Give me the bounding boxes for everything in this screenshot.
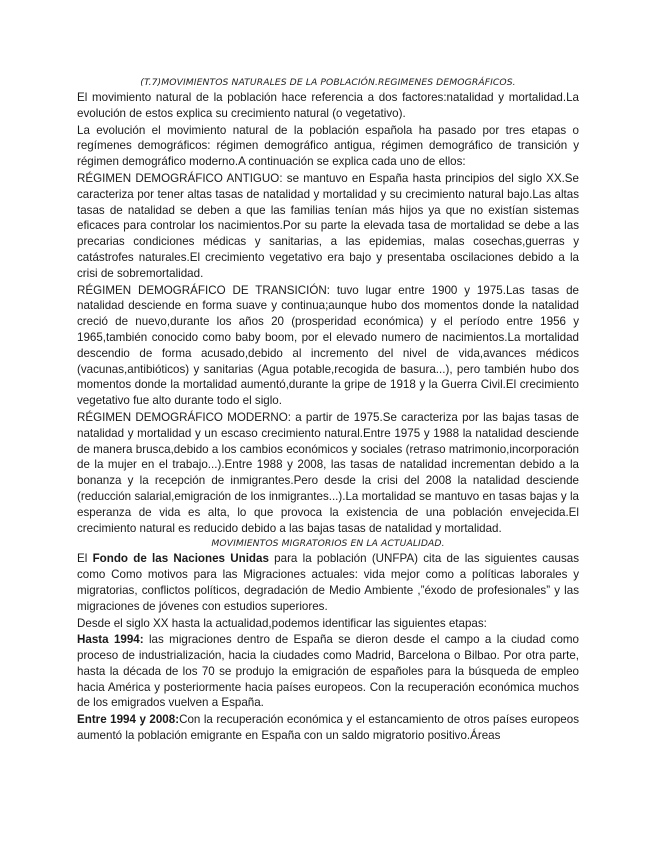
stage-text: las migraciones dentro de España se dieron desde el campo a la ciudad como proceso de industrialización, hacia la ciudades como Madrid, Barcelona o Bilbao. Por otra parte, hasta la década de los 70 se produjo la emigración de españoles para la búsqueda de empleo hacia América y posteriormente hacia países europeos. Con la recuperación económica muchos de los emigrados vuelven a España. xyxy=(77,633,580,710)
migration-p1-post: para la población (UNFPA) cita de las siguientes causas como Como motivos para las Migraciones actuales: vida mejor como a políticas laborales y migratorias, conflictos políticos, degradación de Medio Ambiente ,”éxodo de profesionales” y las migraciones de jóvenes con estudios superiores. xyxy=(77,552,579,613)
intro-paragraph-2: La evolución el movimiento natural de la población española ha pasado por tres etapas o regímenes demográficos: régimen demográfico antigua, régimen demográfico de transición y régimen demográfico moderno.A continuación se explica cada uno de ellos: xyxy=(77,123,579,169)
migration-stages-intro: Desde el siglo XX hasta la actualidad,podemos identificar las siguientes etapas: xyxy=(77,616,487,630)
migration-section-title: MOVIMIENTOS MIGRATORIOS EN LA ACTUALIDAD. xyxy=(211,538,445,550)
stage-hasta-1994-paragraph xyxy=(77,632,579,711)
regime-transicion-paragraph: RÉGIMEN DEMOGRÁFICO DE TRANSICIÓN: tuvo lugar entre 1900 y 1975.Las tasas de natalidad desciende en forma suave y continua;aunque hubo dos momentos donde la natalidad creció de nuevo,durante los años 20 (prosperidad económica) y el período entre 1956 y 1965,también conocido como baby boom, por el elevado numero de nacimientos.La mortalidad descendio de forma acusado,debido al incremento del nivel de vida,avances médicos (vacunas,antibióticos) y sanitarias (Agua potable,recogida de basura...), pero también hubo dos momentos donde la mortalidad aumentó,durante la gripe de 1918 y la Guerra Civil.El crecimiento vegetativo fue alto durante todo el siglo. xyxy=(77,283,579,408)
stage-label: Hasta 1994: xyxy=(77,633,144,647)
stage-text: Con la recuperación económica y el estancamiento de otros países europeos aumentó la población emigrante en España con un saldo migratorio positivo.Áreas xyxy=(77,713,579,743)
regime-antiguo-paragraph: RÉGIMEN DEMOGRÁFICO ANTIGUO: se mantuvo en España hasta principios del siglo XX.Se caracteriza por tener altas tasas de natalidad y mortalidad y su crecimiento natural bajo.Las altas tasas de natalidad se deben a que las familias tenían más hijos ya que no existían sistemas eficaces para controlar los nacimientos.Por su parte la elevada tasa de mortalidad se debe a las precarias condiciones médicas y sanitarias, a las epidemias, malas cosechas,guerras y catástrofes naturales.El crecimiento vegetativo era bajo y presentaba oscilaciones debido a la crisi de sobremortalidad. xyxy=(77,171,579,280)
migration-p1-pre: El xyxy=(77,552,93,566)
stage-1994-2008-paragraph xyxy=(77,712,579,744)
regime-moderno-paragraph: RÉGIMEN DEMOGRÁFICO MODERNO: a partir de 1975.Se caracteriza por las bajas tasas de natalidad y mortalidad y un escaso crecimiento natural.Entre 1975 y 1988 la natalidad desciende de manera brusca,debido a los cambios económicos y sociales (retraso matrimonio,incorporación de la mujer en el trabajo...).Entre 1988 y 2008, las tasas de natalidad incrementan debido a la bonanza y la recepción de inmigrantes.Pero desde la crisi del 2008 la natalidad desciende (reducción salarial,emigración de los inmigrantes...).La mortalidad se mantuvo en tasas bajas y la esperanza de vida es alta, lo que provoca la existencia de una población envejecida.El crecimiento natural es reducido debido a las bajas tasas de natalidad y mortalidad. xyxy=(77,410,579,535)
document-page xyxy=(77,76,579,745)
stage-label: Entre 1994 y 2008: xyxy=(77,713,180,727)
intro-paragraph-1: El movimiento natural de la población hace referencia a dos factores:natalidad y mortalidad.La evolución de estos explica su crecimiento natural (o vegetativo). xyxy=(77,91,579,120)
migration-causes-paragraph xyxy=(77,551,579,614)
page-title: (T.7)MOVIMIENTOS NATURALES DE LA POBLACIÓN.REGIMENES DEMOGRÁFICOS. xyxy=(140,77,516,88)
unfpa-bold-label: Fondo de las Naciones Unidas xyxy=(92,552,269,566)
